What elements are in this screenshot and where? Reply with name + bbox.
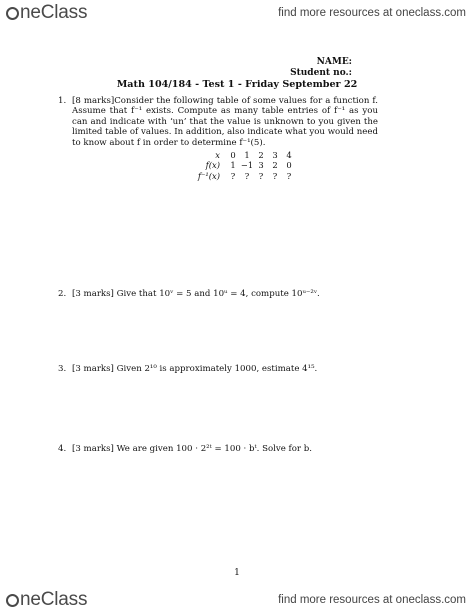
name-label: NAME: bbox=[316, 57, 352, 67]
page-number: 1 bbox=[234, 568, 240, 578]
table-cell: 4 bbox=[286, 150, 292, 160]
table-cell: ? bbox=[272, 170, 278, 181]
table-cell: 1 bbox=[244, 150, 250, 160]
question-number: 4. bbox=[58, 444, 67, 454]
table-cell: ? bbox=[258, 170, 264, 181]
table-cell: ? bbox=[286, 170, 292, 181]
question-text: [8 marks]Consider the following table of some values for a function f. Assume that f⁻¹ exists. Compute as many table entries of f⁻¹ as you can and indicate with ‘un’ that the value is unknown to you given the limited table of values. In addition, also indicate what you would need to know about f in order to determine f⁻¹(5). bbox=[72, 96, 378, 148]
function-values-table bbox=[192, 150, 296, 181]
question-3 bbox=[60, 364, 378, 374]
question-text: [3 marks] We are given 100 · 2²ᵗ = 100 · bᵗ. Solve for b. bbox=[72, 444, 312, 454]
bottom-banner bbox=[0, 587, 474, 613]
table-cell: 2 bbox=[258, 150, 264, 160]
table-cell: −1 bbox=[240, 160, 254, 171]
oneclass-logo[interactable] bbox=[6, 2, 87, 24]
logo-circle-icon bbox=[6, 7, 19, 20]
table-cell: 0 bbox=[286, 160, 292, 171]
question-4 bbox=[60, 444, 378, 454]
oneclass-logo-bottom[interactable] bbox=[6, 589, 87, 611]
row-label: f(x) bbox=[205, 160, 220, 171]
row-label: x bbox=[215, 150, 220, 160]
student-number-label: Student no.: bbox=[290, 68, 352, 78]
table-cell: 3 bbox=[272, 150, 278, 160]
table-cell: ? bbox=[244, 170, 250, 181]
row-label: f⁻¹(x) bbox=[197, 170, 220, 181]
question-text: [3 marks] Given 2¹⁰ is approximately 1000, estimate 4¹⁵. bbox=[72, 364, 318, 374]
test-title: Math 104/184 - Test 1 - Friday September 22 bbox=[116, 79, 358, 90]
logo-text: neClass bbox=[20, 589, 88, 610]
table-row bbox=[192, 160, 296, 170]
question-2 bbox=[60, 289, 378, 299]
find-resources-link[interactable]: find more resources at oneclass.com bbox=[278, 7, 466, 19]
document-page bbox=[0, 30, 474, 583]
table-cell: 1 bbox=[230, 160, 236, 171]
logo-circle-icon bbox=[6, 594, 19, 607]
table-cell: 2 bbox=[272, 160, 278, 171]
find-resources-link-bottom[interactable]: find more resources at oneclass.com bbox=[278, 594, 466, 606]
table-row bbox=[192, 150, 296, 160]
question-text: [3 marks] Give that 10ᵛ = 5 and 10ᵘ = 4, compute 10ᵘ⁻²ᵛ. bbox=[72, 289, 320, 299]
table-cell: ? bbox=[230, 170, 236, 181]
logo-text: neClass bbox=[20, 2, 88, 23]
question-number: 3. bbox=[58, 364, 67, 374]
top-banner bbox=[0, 0, 474, 26]
question-1 bbox=[60, 96, 378, 148]
table-row bbox=[192, 171, 296, 181]
question-number: 2. bbox=[58, 289, 67, 299]
question-number: 1. bbox=[58, 96, 67, 106]
table-cell: 3 bbox=[258, 160, 264, 171]
table-cell: 0 bbox=[230, 150, 236, 160]
